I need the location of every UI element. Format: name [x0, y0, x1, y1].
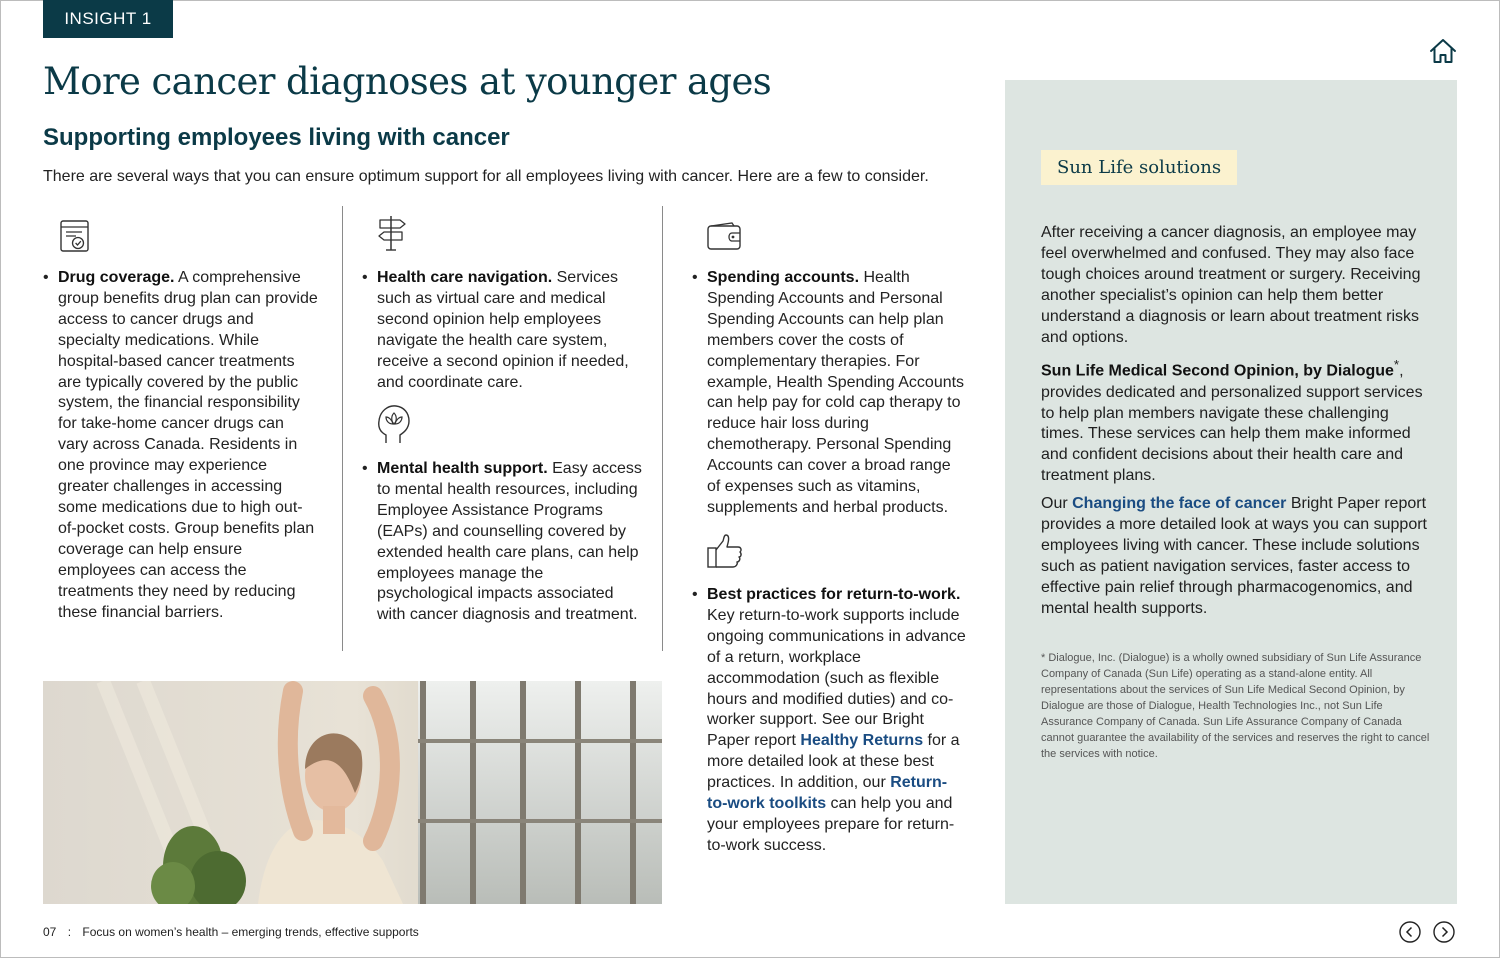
- return-to-work-block: [692, 585, 967, 857]
- navigation-text: Services such as virtual care and medical second opinion help employees navigate the health care system, receive a second opinion if needed, and coordinate care.: [377, 269, 629, 391]
- column-divider: [342, 206, 343, 651]
- intro-text: There are several ways that you can ensure optimum support for all employees living with cancer. Here are a few to consider.: [43, 168, 929, 185]
- paragraph: [1041, 494, 1433, 619]
- section-tag: INSIGHT 1: [43, 0, 173, 38]
- previous-page-button[interactable]: [1399, 921, 1421, 943]
- rtw-text: can help you and your employees prepare for return-to-work success.: [707, 795, 955, 854]
- thumbs-up-icon: [706, 532, 744, 570]
- paragraph-text: , provides dedicated and personalized support services to help plan members navigate these challenging times. These services can help them make informed and confident decisions about their health care and treatment plans.: [1041, 362, 1423, 485]
- column-divider: [662, 206, 663, 651]
- next-page-button[interactable]: [1433, 921, 1455, 943]
- list-item: [362, 459, 642, 626]
- list-item: [692, 268, 967, 519]
- return-to-work-heading: Best practices for return-to-work.: [707, 586, 961, 603]
- paragraph: After receiving a cancer diagnosis, an employee may feel overwhelmed and confused. They may also face tough choices around treatment or surgery. Receiving another specialist’s opinion can help them better understand a diagnosis or learn about treatment risks and options.: [1041, 224, 1421, 346]
- mental-health-heading: Mental health support.: [377, 460, 548, 477]
- footnote: * Dialogue, Inc. (Dialogue) is a wholly owned subsidiary of Sun Life Assurance Company of Canada (Sun Life) operating as a stand-alone entity. All representations about the services of Sun Life Medical Second Opinion, by Dialogue are those of Dialogue, Health Technologies Inc., not Sun Life Assurance Company of Canada. Sun Life Assurance Company of Canada cannot guarantee the availability of the services and reserves the right to cancel the services with notice.: [1041, 652, 1430, 760]
- drug-coverage-block: [43, 268, 318, 623]
- paragraph: [1041, 355, 1433, 487]
- wallet-icon: [706, 221, 742, 251]
- footnote-mark: *: [1393, 357, 1400, 373]
- mind-lotus-icon: [376, 403, 412, 445]
- drug-coverage-text: A comprehensive group benefits drug plan can provide access to cancer drugs and specialty medications. While hospital-based cancer treatments are typically covered by the public system, the financial responsibility for take-home cancer drugs can vary across Canada. Residents in one province may experience greater challenges in accessing some medications due to high out-of-pocket costs. Group benefits plan coverage can help ensure employees can access the treatments they need by reducing these financial barriers.: [58, 269, 318, 621]
- list-item: [43, 268, 318, 623]
- drug-coverage-heading: Drug coverage.: [58, 269, 175, 286]
- list-item: [362, 268, 642, 393]
- page-title: More cancer diagnoses at younger ages: [43, 60, 772, 103]
- footer-separator: :: [67, 925, 72, 939]
- navigation-heading: Health care navigation.: [377, 269, 553, 286]
- paragraph-text: Our: [1041, 495, 1073, 513]
- woman-stretching-photo: [43, 681, 662, 904]
- document-check-icon: [58, 218, 92, 254]
- changing-face-of-cancer-link[interactable]: Changing the face of cancer: [1072, 495, 1287, 513]
- paragraph-text: Bright Paper report provides a more detailed look at ways you can support employees living with cancer. These include solutions such as patient navigation services, faster access to effective pain relief through pharmacogenomics, and mental health supports.: [1041, 495, 1427, 617]
- page-footer: [43, 925, 419, 939]
- rtw-toolkits-link[interactable]: Return-to-work toolkits: [707, 774, 948, 813]
- spending-heading: Spending accounts.: [707, 269, 860, 286]
- mental-health-text: Easy access to mental health resources, including Employee Assistance Programs (EAPs) and counselling covered by extended health care plans, can help employees manage the psychological impacts associated with cancer diagnosis and treatment.: [377, 460, 642, 624]
- footer-title: Focus on women’s health – emerging trends, effective supports: [82, 925, 419, 939]
- page-number: 07: [43, 925, 57, 939]
- section-subtitle: Supporting employees living with cancer: [43, 124, 510, 151]
- spending-text: Health Spending Accounts and Personal Spending Accounts can help plan members cover the costs of complementary therapies. For example, Health Spending Accounts can help pay for cold cap therapy to reduce hair loss during chemotherapy. Personal Spending Accounts can cover a broad range of expenses such as vitamins, supplements and herbal products.: [707, 269, 965, 516]
- rtw-text: for a more detailed look at these best practices. In addition, our: [707, 732, 960, 792]
- navigation-block: [362, 268, 642, 393]
- list-item: [692, 585, 967, 857]
- healthy-returns-link[interactable]: Healthy Returns: [800, 732, 924, 750]
- signpost-icon: [376, 214, 410, 252]
- solutions-text: [1041, 223, 1433, 627]
- rtw-text: Key return-to-work supports include ongoing communications in advance of a return, workplace accommodation (such as flexible hours and modified duties) and co-worker support. See our Bright Paper report: [707, 606, 966, 750]
- solutions-heading: Sun Life solutions: [1041, 150, 1237, 185]
- service-name: Sun Life Medical Second Opinion, by Dialogue: [1041, 362, 1394, 380]
- spending-block: [692, 268, 967, 519]
- mental-health-block: [362, 459, 642, 626]
- home-icon[interactable]: [1428, 36, 1458, 66]
